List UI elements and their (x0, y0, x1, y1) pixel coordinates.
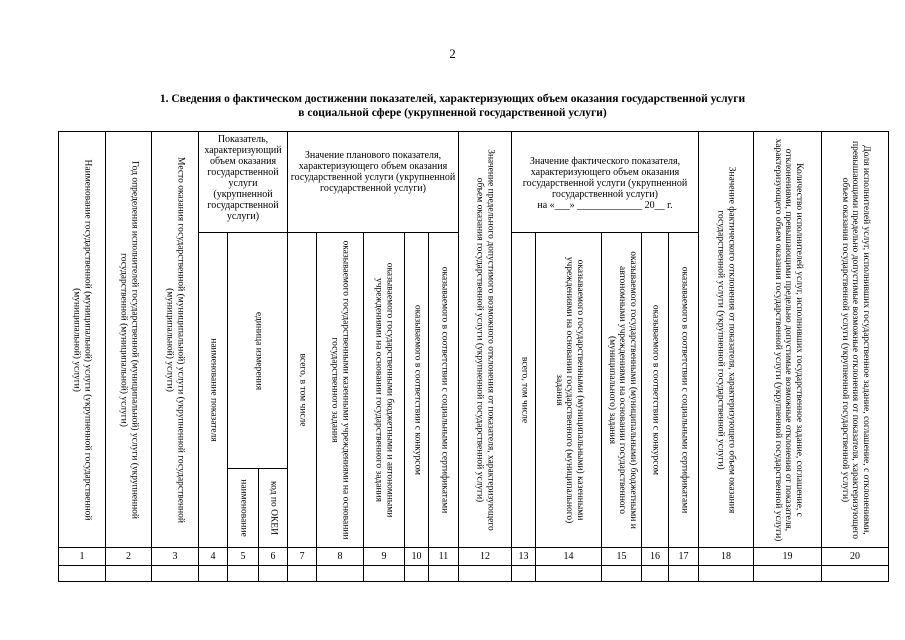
header-service-name (58, 131, 106, 548)
data-cell (511, 565, 536, 582)
header-unit-okei (258, 468, 288, 548)
header-plan-budget (363, 232, 405, 548)
column-number: 12 (458, 547, 512, 566)
column-number: 4 (198, 547, 228, 566)
header-executors-count (753, 131, 822, 548)
data-cell (753, 565, 822, 582)
header-fact-certificate-text: оказываемого в соответствии с социальными сертификатами (678, 266, 689, 514)
data-cell (58, 565, 106, 582)
header-executors-share-text: Доля исполнителей услуг, исполнивших государственное задание, соглашение, с отклонениями, превышающими предельно допустимые возможные отклонения от показателя, характеризующего объем оказания государственной услуги (укрупненной государственной услуги) (839, 140, 871, 539)
header-fact-contest-text: оказываемого в соответствии с конкурсом (650, 304, 661, 476)
header-unit-okei-text: код по ОКЕИ (268, 481, 279, 535)
section-title-line-2: в социальной сфере (укрупненной государственной услуги) (298, 107, 607, 119)
header-plan-budget-text: оказываемого государственными бюджетными и автономными учреждениями на основании государственного задания (374, 262, 395, 518)
header-fact-group (511, 131, 699, 233)
header-fact-kazen (535, 232, 602, 548)
column-number: 20 (821, 547, 889, 566)
column-number: 14 (535, 547, 602, 566)
header-indicator-group: Показатель, характеризующий объем оказания государственной услуги (укрупненной государственной услуги) (198, 131, 288, 233)
data-cell (198, 565, 228, 582)
data-cell (698, 565, 754, 582)
column-number: 16 (641, 547, 669, 566)
data-cell (151, 565, 199, 582)
header-fact-deviation (698, 131, 754, 548)
header-fact-group-text: Значение фактического показателя, характеризующего объем оказания государственной услуги (укрупненной государственной услуги) (522, 155, 688, 200)
data-cell (258, 565, 288, 582)
data-cell (458, 565, 512, 582)
header-plan-total (287, 232, 317, 548)
column-number: 17 (668, 547, 699, 566)
column-number: 9 (363, 547, 405, 566)
column-number: 7 (287, 547, 317, 566)
column-number: 5 (227, 547, 259, 566)
header-fact-total-text: всего, том числе (518, 356, 529, 424)
header-unit-text: единица измерения (252, 311, 263, 390)
column-number: 15 (601, 547, 642, 566)
column-number: 6 (258, 547, 288, 566)
header-unit (227, 232, 288, 469)
data-cell (404, 565, 429, 582)
column-number: 8 (316, 547, 364, 566)
header-unit-name-text: наименование (238, 479, 249, 537)
data-cell (821, 565, 889, 582)
column-number: 13 (511, 547, 536, 566)
header-fact-date: на «___» _____________ 20__ г. (537, 199, 673, 211)
header-year-text: Год определения исполнителей государственной (муниципальной) услуги (укрупненной государственной (муниципальной) услуги) (118, 160, 139, 519)
header-fact-contest (641, 232, 669, 548)
header-unit-name (227, 468, 259, 548)
data-cell (601, 565, 642, 582)
header-executors-count-text: Количество исполнителей услуг, исполнивших государственное задание, соглашение, с отклонениями, превышающими предельно допустимые возможные отклонения от показателя, характеризующего объем оказания государственной услуги (укрупненной государственной услуги) (772, 138, 804, 541)
header-plan-total-text: всего, в том числе (297, 353, 308, 427)
section-title (0, 92, 905, 120)
header-deviation-limit-text: Значение предельного допустимого возможного отклонения от показателя, характеризующего объем оказания государственной услуги (укрупненной государственной услуги) (475, 148, 496, 531)
section-title-line-1: 1. Сведения о фактическом достижении показателей, характеризующих объем оказания государственной услуги (159, 93, 746, 105)
data-cell (363, 565, 405, 582)
column-number: 19 (753, 547, 822, 566)
header-plan-contest-text: оказываемого в соответствии с конкурсом (411, 304, 422, 476)
header-plan-contest (404, 232, 429, 548)
header-service-name-text: Наименование государственной (муниципальной) услуги (укрупненной государственной (муниципальной) услуги) (72, 159, 93, 520)
header-fact-budget-text: оказываемого государственными (муниципальными) бюджетными и автономными учреждениями на основании государственного (муниципального) задания (606, 251, 638, 529)
data-cell (316, 565, 364, 582)
column-number: 11 (428, 547, 459, 566)
header-plan-kazen-text: оказываемого государственными казенными учреждениями на основании государственного задания (330, 240, 351, 540)
column-number: 10 (404, 547, 429, 566)
column-number: 2 (105, 547, 152, 566)
data-cell (428, 565, 459, 582)
header-fact-budget (601, 232, 642, 548)
header-plan-certificate-text: оказываемого в соответствии с социальными сертификатами (438, 266, 449, 514)
header-year (105, 131, 152, 548)
data-cell (227, 565, 259, 582)
header-deviation-limit (458, 131, 512, 548)
data-cell (105, 565, 152, 582)
page-number: 2 (449, 46, 456, 61)
header-fact-kazen-text: оказываемого государственными (муниципальными) казенными учреждениями на основании государственного (муниципального) задания (553, 256, 585, 524)
header-plan-kazen (316, 232, 364, 548)
column-number: 1 (58, 547, 106, 566)
header-indicator-name-text: наименование показателя (208, 338, 219, 442)
data-cell (668, 565, 699, 582)
column-number: 3 (151, 547, 199, 566)
header-plan-certificate (428, 232, 459, 548)
data-cell (641, 565, 669, 582)
column-number: 18 (698, 547, 754, 566)
header-fact-certificate (668, 232, 699, 548)
header-executors-share (821, 131, 889, 548)
header-fact-deviation-text: Значение фактического отклонения от показателя, характеризующего объем оказания государственной услуги (укрупненной государственной услуги) (716, 166, 737, 513)
data-cell (287, 565, 317, 582)
data-cell (535, 565, 602, 582)
header-place-text: Место оказания государственной (муниципальной) услуги (укрупненной государственной (муниципальной) услуги) (165, 156, 186, 523)
header-place (151, 131, 199, 548)
header-plan-group: Значение планового показателя, характеризующего объем оказания государственной услуги (укрупненной государственной услуги) (287, 131, 459, 233)
header-fact-total (511, 232, 536, 548)
header-indicator-name (198, 232, 228, 548)
